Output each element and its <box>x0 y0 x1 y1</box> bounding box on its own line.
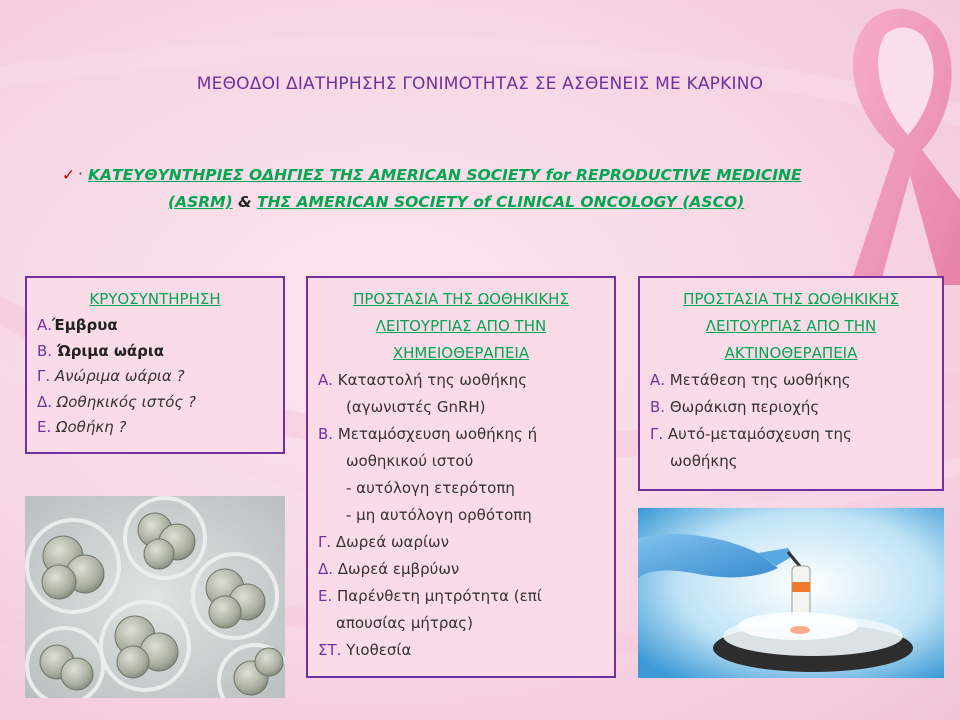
list-item: Δ. Ωοθηκικός ιστός ? <box>37 392 196 411</box>
list-item: Α. Καταστολή της ωοθήκης <box>318 371 527 389</box>
chemotherapy-protection-box <box>306 276 616 678</box>
radiotherapy-heading: ΠΡΟΣΤΑΣΙΑ ΤΗΣ ΩΟΘΗΚΙΚΗΣ ΛΕΙΤΟΥΡΓΙΑΣ ΑΠΟ ΤΗΝ ΑΚΤΙΝΟΘΕΡΑΠΕΙΑ <box>683 290 899 362</box>
list-item: Δ. Δωρεά εμβρύων <box>318 560 460 578</box>
list-item: Γ. Ανώριμα ωάρια ? <box>37 367 185 385</box>
cryopreservation-heading: ΚΡΥΟΣΥΝΤΗΡΗΣΗ <box>89 290 221 308</box>
list-item: Β. Θωράκιση περιοχής <box>650 398 820 416</box>
list-item: Ε. Ωοθήκη ? <box>37 418 127 436</box>
list-item: Β. Ώριμα ωάρια <box>37 341 165 360</box>
list-item-continuation: ωοθήκης <box>670 452 738 470</box>
list-subitem: - μη αυτόλογη ορθότοπη <box>346 506 532 524</box>
page-title: ΜΕΘΟΔΟΙ ΔΙΑΤΗΡΗΣΗΣ ΓΟΝΙΜΟΤΗΤΑΣ ΣΕ ΑΣΘΕΝΕΙΣ ΜΕ ΚΑΡΚΙΝΟ <box>196 74 764 94</box>
radiotherapy-protection-box <box>638 276 944 491</box>
guidelines-asco: ΤΗΣ AMERICAN SOCIETY of CLINICAL ONCOLOGY (ASCO) <box>257 193 745 211</box>
checkmark-icon: ✓ <box>62 166 75 184</box>
embryo-microscopy-image <box>25 496 285 698</box>
list-item: Α.Έμβρυα <box>37 316 118 334</box>
cryopreservation-box <box>25 276 285 454</box>
chemotherapy-heading: ΠΡΟΣΤΑΣΙΑ ΤΗΣ ΩΟΘΗΚΙΚΗΣ ΛΕΙΤΟΥΡΓΙΑΣ ΑΠΟ ΤΗΝ ΧΗΜΕΙΟΘΕΡΑΠΕΙΑ <box>353 290 569 362</box>
list-item: Γ. Αυτό-μεταμόσχευση της <box>650 425 852 443</box>
bullet-dot-icon: · <box>78 165 83 183</box>
pink-ribbon-icon <box>810 0 960 290</box>
list-subitem: - αυτόλογη ετερότοπη <box>346 479 515 497</box>
guidelines-asrm: (ASRM) <box>168 193 233 211</box>
guidelines-ampersand: & <box>232 193 257 211</box>
list-item: ΣΤ. Υιοθεσία <box>318 641 412 659</box>
list-item: Α. Μετάθεση της ωοθήκης <box>650 371 851 389</box>
guidelines-bullet <box>62 162 948 216</box>
list-item: Β. Μεταμόσχευση ωοθήκης ή <box>318 425 538 443</box>
list-item-continuation: (αγωνιστές GnRH) <box>346 398 486 416</box>
list-item-continuation: απουσίας μήτρας) <box>336 614 473 632</box>
list-item: Ε. Παρένθετη μητρότητα (επί <box>318 587 542 605</box>
guidelines-line-1: ΚΑΤΕΥΘΥΝΤΗΡΙΕΣ ΟΔΗΓΙΕΣ ΤΗΣ AMERICAN SOCIETY for REPRODUCTIVE MEDICINE <box>88 166 802 184</box>
list-item-continuation: ωοθηκικού ιστού <box>346 452 474 470</box>
list-item: Γ. Δωρεά ωαρίων <box>318 533 449 551</box>
cryopreservation-image <box>638 508 944 678</box>
